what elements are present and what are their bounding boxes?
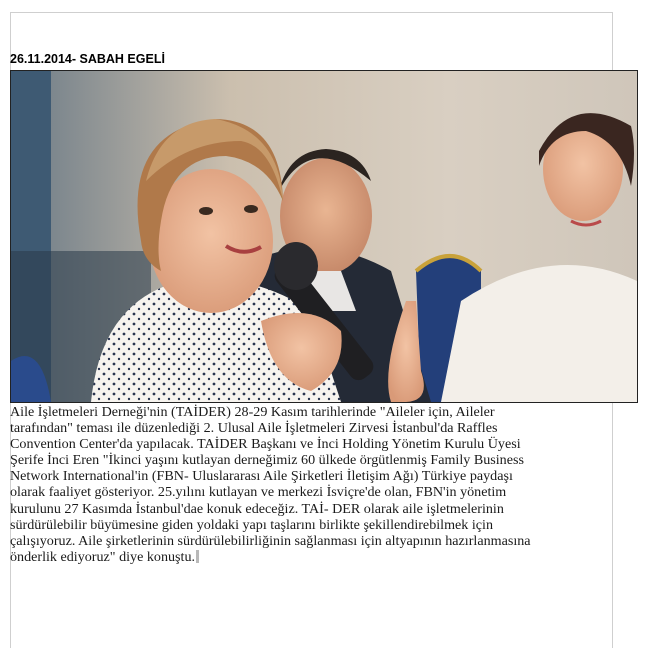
article-line: kurulunu 27 Kasımda İstanbul'dae konuk edeceğiz. TAİ- DER olarak aile işletmelerinin xyxy=(10,500,504,517)
article-line: olarak faaliyet gösteriyor. 25.yılını kutlayan ve merkezi İsviçre'de olan, FBN'in yönetim xyxy=(10,484,507,501)
text-cursor-mark xyxy=(196,550,199,563)
article-line: çalışıyoruz. Aile şirketlerinin sürdürülebilirliğinin sağlanması için altyapının hazırlanmasına xyxy=(10,532,531,549)
article-line-text: önderlik ediyoruz" diye konuştu. xyxy=(10,548,196,565)
article-line: Convention Center'da yapılacak. TAİDER Başkanı ve İnci Holding Yönetim Kurulu Üyesi xyxy=(10,436,521,453)
article-line: Şerife İnci Eren "İkinci yaşını kutlayan derneğimiz 60 ülkede örgütlenmiş Family Business xyxy=(10,452,524,469)
headline: 26.11.2014- SABAH EGELİ xyxy=(10,52,165,66)
article-line: Aile İşletmeleri Derneği'nin (TAİDER) 28-29 Kasım tarihlerinde "Aileler için, Aileler xyxy=(10,404,495,420)
photo-illustration xyxy=(11,71,637,402)
news-photo xyxy=(10,70,638,403)
article-line: sürdürülebilir büyümesine giden yoldaki yapı taşlarını birlikte şekillendirebilmek için xyxy=(10,516,493,533)
article-line: tarafından" teması ile düzenlediği 2. Ulusal Aile İşletmeleri Zirvesi İstanbul'da Raffles xyxy=(10,420,498,437)
article-body xyxy=(10,404,630,565)
article-line: Network International'in (FBN- Uluslararası Aile Şirketleri İletişim Ağı) Türkiye paydaşı xyxy=(10,468,513,485)
article-line-last xyxy=(10,549,630,565)
